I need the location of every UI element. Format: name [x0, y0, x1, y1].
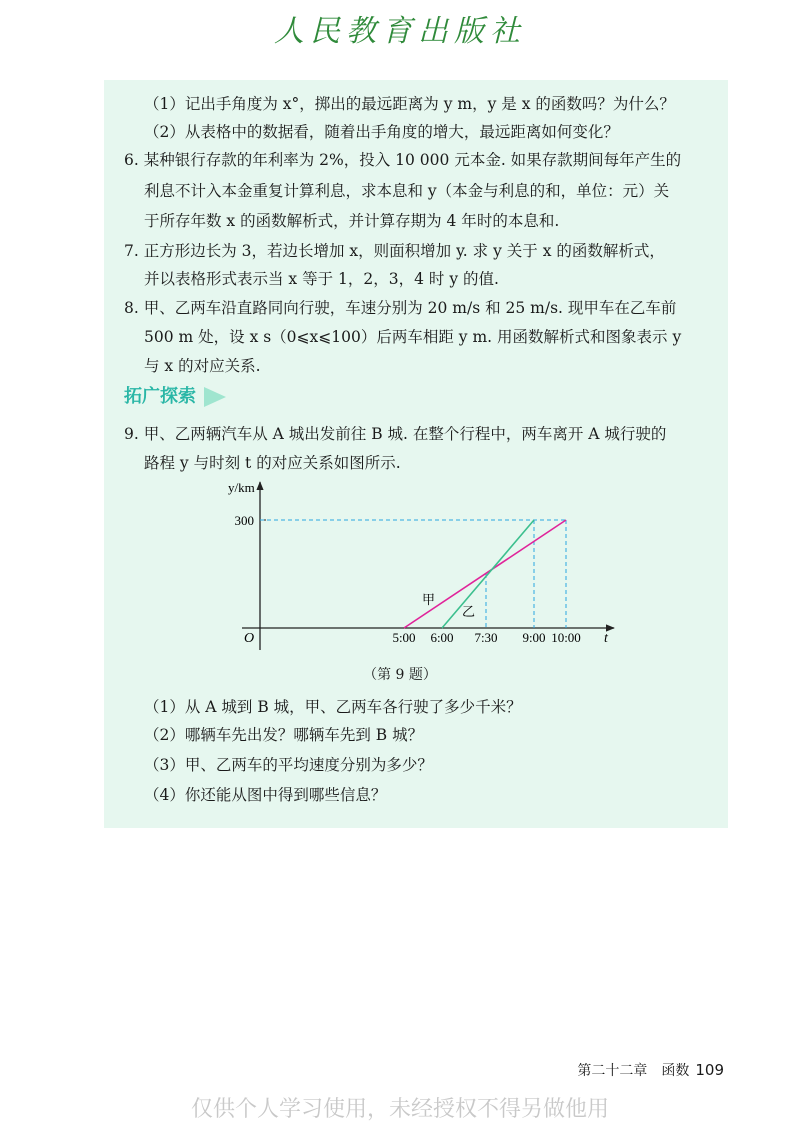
origin-label: O [244, 631, 255, 646]
question-9: 9. 甲、乙两辆汽车从 A 城出发前往 B 城. 在整个行程中，两车离开 A 城行驶的 [124, 425, 667, 443]
watermark: 仅供个人学习使用，未经授权不得另做他用 [190, 1097, 609, 1122]
question-8: 8. 甲、乙两车沿直路同向行驶，车速分别为 20 m/s 和 25 m/s. 现甲车在乙车前 [124, 299, 677, 317]
page-number: 109 [695, 1061, 724, 1079]
series-line [442, 520, 534, 628]
x-tick-label: 10:00 [551, 630, 581, 645]
triangle-icon [204, 387, 226, 407]
question-9-1: （1）从 A 城到 B 城，甲、乙两车各行驶了多少千米？ [144, 698, 522, 716]
question-9-2: （2）哪辆车先出发？哪辆车先到 B 城？ [144, 726, 424, 744]
series-label: 乙 [462, 605, 476, 620]
figure-caption: （第 9 题） [363, 667, 437, 683]
question-9-cont: 路程 y 与时刻 t 的对应关系如图所示. [144, 454, 401, 472]
question-6-cont: 利息不计入本金重复计算利息，求本息和 y（本金与利息的和，单位：元）关 [144, 182, 670, 200]
question-8-cont: 与 x 的对应关系. [144, 357, 261, 375]
question-6: 6. 某种银行存款的年利率为 2%，投入 10 000 元本金. 如果存款期间每年产生的 [124, 151, 682, 169]
question-8-cont: 500 m 处，设 x s（0⩽x⩽100）后两车相距 y m. 用函数解析式和图象表示 y [144, 328, 682, 346]
x-tick-label: 6:00 [430, 630, 454, 645]
y-axis-label: y/km [228, 480, 255, 495]
series-label: 甲 [422, 593, 436, 608]
x-tick-label: 7:30 [474, 630, 498, 645]
section-title-text: 拓广探索 [124, 386, 196, 407]
section-title [124, 385, 226, 409]
publisher-logo: 人民教育出版社 [274, 14, 526, 49]
series-line [404, 520, 566, 628]
question-7: 7. 正方形边长为 3，若边长增加 x，则面积增加 y. 求 y 关于 x 的函数解析式， [124, 242, 665, 260]
chapter-label: 第二十二章 函数 [577, 1063, 690, 1079]
question-9-4: （4）你还能从图中得到哪些信息？ [144, 786, 387, 804]
question-9-3: （3）甲、乙两车的平均速度分别为多少？ [144, 756, 433, 774]
question-7-cont: 并以表格形式表示当 x 等于 1，2，3，4 时 y 的值. [144, 270, 499, 288]
x-tick-label: 9:00 [522, 630, 546, 645]
y-tick-label: 300 [234, 513, 254, 528]
question-5-2: （2）从表格中的数据看，随着出手角度的增大，最远距离如何变化？ [144, 123, 619, 141]
x-axis-label: t [604, 631, 608, 646]
question-6-cont: 于所存年数 x 的函数解析式，并计算存期为 4 年时的本息和. [144, 212, 560, 230]
page-footer [577, 1060, 724, 1080]
line-chart [222, 476, 622, 656]
question-5-1: （1）记出手角度为 x°，掷出的最远距离为 y m，y 是 x 的函数吗？为什么？ [144, 95, 675, 113]
x-tick-label: 5:00 [392, 630, 416, 645]
